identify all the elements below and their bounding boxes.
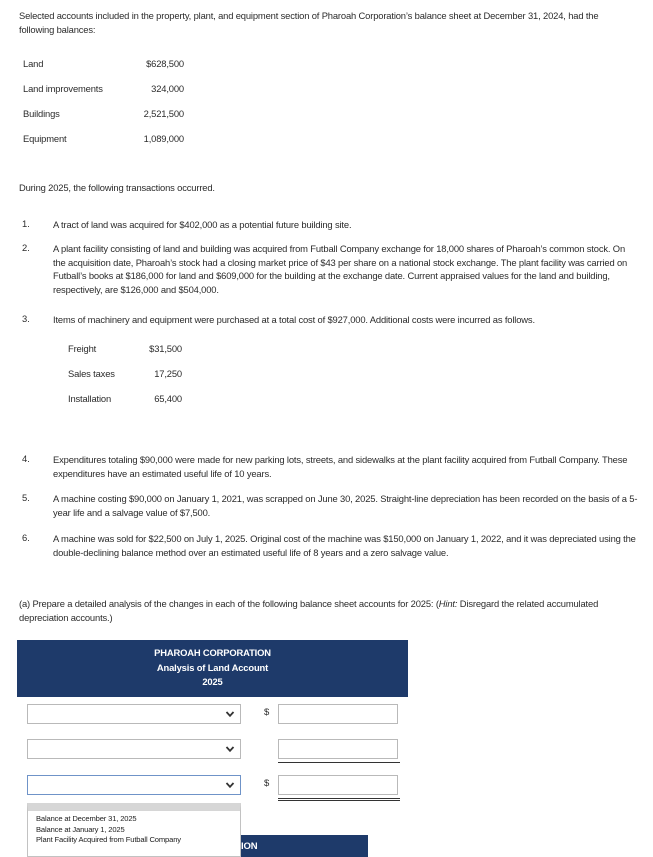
dropdown-option[interactable]: Balance at January 1, 2025	[36, 824, 125, 834]
amount-input-3[interactable]	[278, 775, 398, 795]
company-name: PHAROAH CORPORATION	[154, 647, 271, 658]
second-table-header	[241, 835, 368, 857]
item-text: Expenditures totaling $90,000 were made for new parking lots, streets, and sidewalks at the plant facility acquired from Futball Company. These expenditures have an estimated useful life of 10 years.	[53, 454, 628, 479]
balance-value-equipment: 1,089,000	[143, 133, 184, 144]
header-divider	[17, 695, 408, 697]
item-number: 2.	[22, 242, 30, 253]
item-number: 1.	[22, 218, 30, 229]
balance-value-buildings: 2,521,500	[143, 108, 184, 119]
second-header-text: ION	[241, 841, 258, 852]
amount-input-1[interactable]	[278, 704, 398, 724]
during-text: During 2025, the following transactions occurred.	[19, 182, 215, 193]
item-text: A machine was sold for $22,500 on July 1, 2025. Original cost of the machine was $150,000 on January 1, 2022, and it was depreciated using the double-declining balance method over an estimated useful life of 8 years and a zero salvage value.	[53, 533, 636, 558]
cost-value-sales-taxes: 17,250	[154, 368, 182, 379]
item-number: 4.	[22, 453, 30, 464]
double-underline-top	[278, 798, 400, 799]
table-year: 2025	[202, 676, 223, 687]
item-text: A tract of land was acquired for $402,000 as a potential future building site.	[53, 219, 352, 230]
balance-label-land: Land	[23, 58, 44, 69]
item-number: 5.	[22, 492, 30, 503]
chevron-down-icon	[225, 780, 235, 790]
dollar-sign: $	[264, 778, 270, 789]
question-a-suffix: )	[109, 612, 113, 623]
hint-label: Hint:	[438, 598, 458, 609]
total-underline	[278, 762, 400, 763]
item-number: 6.	[22, 532, 30, 543]
table-header	[17, 640, 408, 695]
cost-label-sales-taxes: Sales taxes	[68, 368, 115, 379]
hint-text: Disregard the related accumulated depreciation accounts.	[19, 598, 599, 623]
question-a-prefix: (a) Prepare a detailed analysis of the changes in each of the following balance sheet accounts for 2025: (	[19, 598, 439, 609]
chevron-down-icon	[225, 709, 235, 719]
dollar-sign: $	[264, 707, 270, 718]
amount-input-2[interactable]	[278, 739, 398, 759]
item-text: A plant facility consisting of land and building was acquired from Futball Company exchange for 18,000 shares of Pharoah’s common stock. On the acquisition date, Pharoah’s stock had a closing market price of $43 per share on a national stock exchange. The plant facility was carried on Futball’s books at $186,000 for land and $609,000 for the building at the exchange date. Current appraised values for the land and building, respectively, are $126,000 and $504,000.	[53, 243, 628, 295]
balance-value-land-improvements: 324,000	[151, 83, 184, 94]
double-underline-bottom	[278, 800, 400, 801]
item-text: Items of machinery and equipment were purchased at a total cost of $927,000. Additional costs were incurred as follows.	[53, 314, 535, 325]
chevron-down-icon	[225, 744, 235, 754]
balance-label-land-improvements: Land improvements	[23, 83, 103, 94]
cost-value-freight: $31,500	[149, 343, 182, 354]
question-a	[19, 597, 629, 625]
account-select-2[interactable]	[27, 739, 241, 759]
account-select-1[interactable]	[27, 704, 241, 724]
balance-label-buildings: Buildings	[23, 108, 60, 119]
account-select-3[interactable]	[27, 775, 241, 795]
account-dropdown-list[interactable]	[27, 803, 241, 857]
item-text: A machine costing $90,000 on January 1, 2021, was scrapped on June 30, 2025. Straight-line depreciation has been recorded on the basis of a 5-year life and a salvage value of $7,500.	[53, 493, 638, 518]
dropdown-option[interactable]: Plant Facility Acquired from Futball Company	[36, 835, 181, 844]
table-title: Analysis of Land Account	[156, 661, 269, 673]
balance-label-equipment: Equipment	[23, 133, 67, 144]
cost-label-freight: Freight	[68, 343, 97, 354]
dropdown-option[interactable]: Balance at December 31, 2025	[36, 814, 137, 823]
item-number: 3.	[22, 313, 30, 324]
cost-value-installation: 65,400	[154, 393, 182, 404]
balance-value-land: $628,500	[146, 58, 184, 69]
intro-text: Selected accounts included in the property, plant, and equipment section of Pharoah Corporation’s balance sheet at December 31, 2024, had the following balances:	[19, 10, 599, 35]
cost-label-installation: Installation	[68, 393, 112, 404]
